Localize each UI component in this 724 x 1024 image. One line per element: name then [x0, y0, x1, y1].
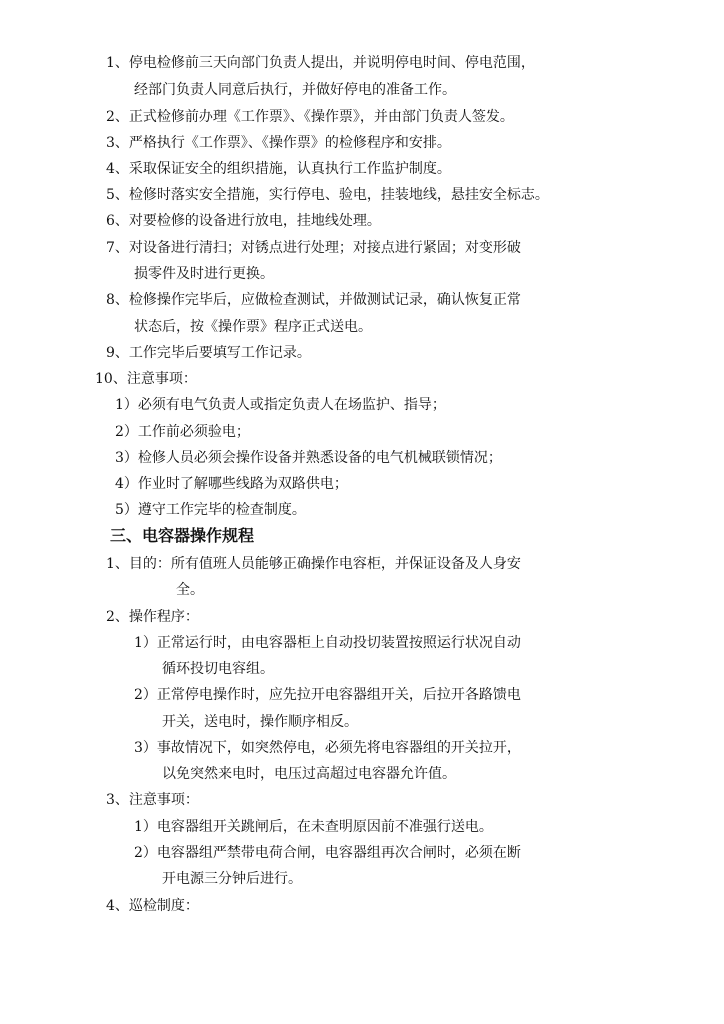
paragraph-line: 4）作业时了解哪些线路为双路供电；	[115, 476, 348, 492]
paragraph-line: 2）工作前必须验电；	[115, 424, 250, 440]
paragraph-line: 5）遵守工作完毕的检查制度。	[115, 502, 306, 518]
paragraph-line: 5、检修时落实安全措施，实行停电、验电，挂装地线，悬挂安全标志。	[106, 187, 549, 203]
paragraph-line: 1）正常运行时，由电容器柜上自动投切装置按照运行状况自动	[134, 635, 521, 651]
paragraph-line: 开关，送电时，操作顺序相反。	[162, 714, 358, 730]
paragraph-line: 全。	[176, 582, 204, 598]
paragraph-line: 3、严格执行《工作票》、《操作票》的检修程序和安排。	[106, 135, 451, 151]
paragraph-line: 循环投切电容组。	[162, 661, 274, 677]
paragraph-line: 经部门负责人同意后执行，并做好停电的准备工作。	[134, 82, 456, 98]
paragraph-line: 7、对设备进行清扫；对锈点进行处理；对接点进行紧固；对变形破	[106, 240, 521, 256]
paragraph-line: 4、巡检制度：	[106, 898, 199, 914]
paragraph-line: 9、工作完毕后要填写工作记录。	[106, 345, 311, 361]
paragraph-line: 1、目的：所有值班人员能够正确操作电容柜，并保证设备及人身安	[106, 556, 521, 572]
paragraph-line: 2、操作程序：	[106, 609, 199, 625]
paragraph-line: 1、停电检修前三天向部门负责人提出，并说明停电时间、停电范围，	[106, 55, 535, 71]
paragraph-line: 6、对要检修的设备进行放电，挂地线处理。	[106, 213, 381, 229]
paragraph-line: 8、检修操作完毕后，应做检查测试，并做测试记录，确认恢复正常	[106, 292, 521, 308]
paragraph-line: 2）电容器组严禁带电荷合闸，电容器组再次合闸时，必须在断	[134, 845, 521, 861]
paragraph-line: 损零件及时进行更换。	[134, 266, 274, 282]
paragraph-line: 10、注意事项：	[95, 371, 197, 387]
paragraph-line: 开电源三分钟后进行。	[162, 871, 302, 887]
paragraph-line: 3）事故情况下，如突然停电，必须先将电容器组的开关拉开，	[134, 740, 521, 756]
paragraph-line: 2、正式检修前办理《工作票》、《操作票》，并由部门负责人签发。	[106, 109, 514, 125]
paragraph-line: 2）正常停电操作时，应先拉开电容器组开关，后拉开各路馈电	[134, 687, 521, 703]
paragraph-line: 以免突然来电时，电压过高超过电容器允许值。	[162, 766, 456, 782]
section-heading: 三、电容器操作规程	[110, 526, 255, 545]
paragraph-line: 状态后，按《操作票》程序正式送电。	[134, 319, 372, 335]
paragraph-line: 3）检修人员必须会操作设备并熟悉设备的电气机械联锁情况；	[115, 450, 502, 466]
paragraph-line: 3、注意事项：	[106, 792, 199, 808]
paragraph-line: 1）必须有电气负责人或指定负责人在场监护、指导；	[115, 397, 446, 413]
paragraph-line: 1）电容器组开关跳闸后，在未查明原因前不准强行送电。	[134, 819, 493, 835]
paragraph-line: 4、采取保证安全的组织措施，认真执行工作监护制度。	[106, 161, 451, 177]
